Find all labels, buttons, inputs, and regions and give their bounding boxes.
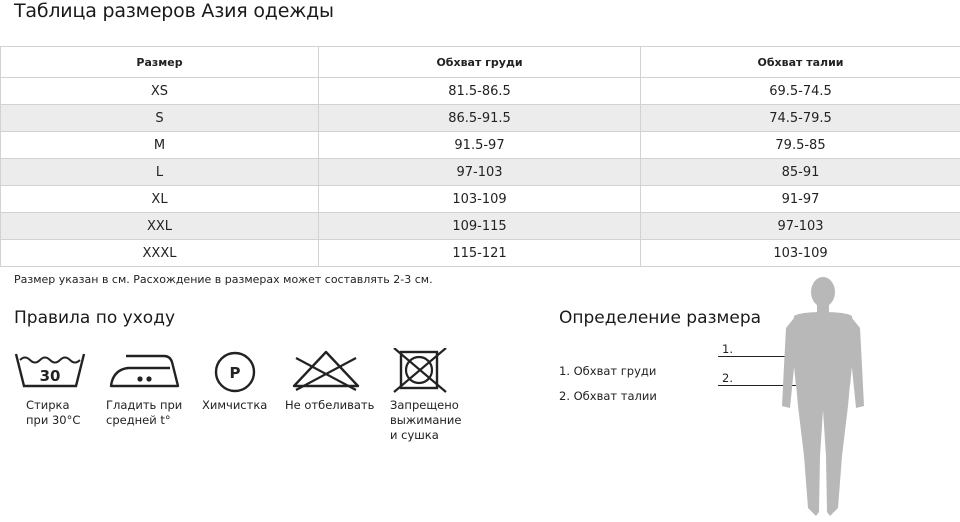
no-bleach-icon	[290, 348, 362, 392]
page-title: Таблица размеров Азия одежды	[14, 0, 334, 22]
size-cell: S	[1, 105, 319, 132]
size-cell: XL	[1, 186, 319, 213]
header-waist: Обхват талии	[641, 47, 960, 78]
wash-30-icon	[14, 348, 86, 392]
chest-cell: 97-103	[319, 159, 641, 186]
table-row	[1, 240, 960, 267]
table-row	[1, 78, 960, 105]
table-row	[1, 186, 960, 213]
measure-item-chest: 1. Обхват груди	[559, 364, 656, 378]
waist-cell: 85-91	[641, 159, 960, 186]
chest-cell: 86.5-91.5	[319, 105, 641, 132]
iron-medium-icon	[108, 348, 182, 392]
body-silhouette	[780, 276, 866, 522]
care-label-wash: Стирка при 30°C	[26, 398, 80, 428]
chest-cell: 115-121	[319, 240, 641, 267]
chest-cell: 103-109	[319, 186, 641, 213]
care-label-dry: Запрещено выжимание и сушка	[390, 398, 461, 443]
table-header-row	[1, 47, 960, 78]
size-cell: XXL	[1, 213, 319, 240]
header-chest: Обхват груди	[319, 47, 641, 78]
table-row	[1, 132, 960, 159]
size-table	[0, 46, 960, 267]
svg-text:P: P	[230, 364, 241, 382]
chest-marker-label: 1.	[722, 342, 733, 356]
table-row	[1, 213, 960, 240]
waist-marker-label: 2.	[722, 371, 733, 385]
size-cell: XS	[1, 78, 319, 105]
chest-cell: 109-115	[319, 213, 641, 240]
size-cell: L	[1, 159, 319, 186]
care-label-dryclean: Химчистка	[202, 398, 267, 413]
header-size: Размер	[1, 47, 319, 78]
waist-cell: 97-103	[641, 213, 960, 240]
measure-item-waist: 2. Обхват талии	[559, 389, 657, 403]
size-note: Размер указан в см. Расхождение в размерах может составлять 2-3 см.	[14, 273, 433, 286]
measure-title: Определение размера	[559, 308, 761, 328]
chest-cell: 91.5-97	[319, 132, 641, 159]
care-label-bleach: Не отбеливать	[285, 398, 374, 413]
table-row	[1, 159, 960, 186]
care-title: Правила по уходу	[14, 308, 175, 328]
table-row	[1, 105, 960, 132]
care-label-iron: Гладить при средней t°	[106, 398, 182, 428]
waist-cell: 69.5-74.5	[641, 78, 960, 105]
waist-cell: 79.5-85	[641, 132, 960, 159]
waist-cell: 103-109	[641, 240, 960, 267]
svg-text:30: 30	[40, 367, 61, 385]
chest-cell: 81.5-86.5	[319, 78, 641, 105]
size-cell: XXXL	[1, 240, 319, 267]
waist-cell: 91-97	[641, 186, 960, 213]
no-tumble-dry-icon	[392, 348, 448, 394]
size-cell: M	[1, 132, 319, 159]
dry-clean-p-icon	[212, 348, 258, 394]
waist-cell: 74.5-79.5	[641, 105, 960, 132]
